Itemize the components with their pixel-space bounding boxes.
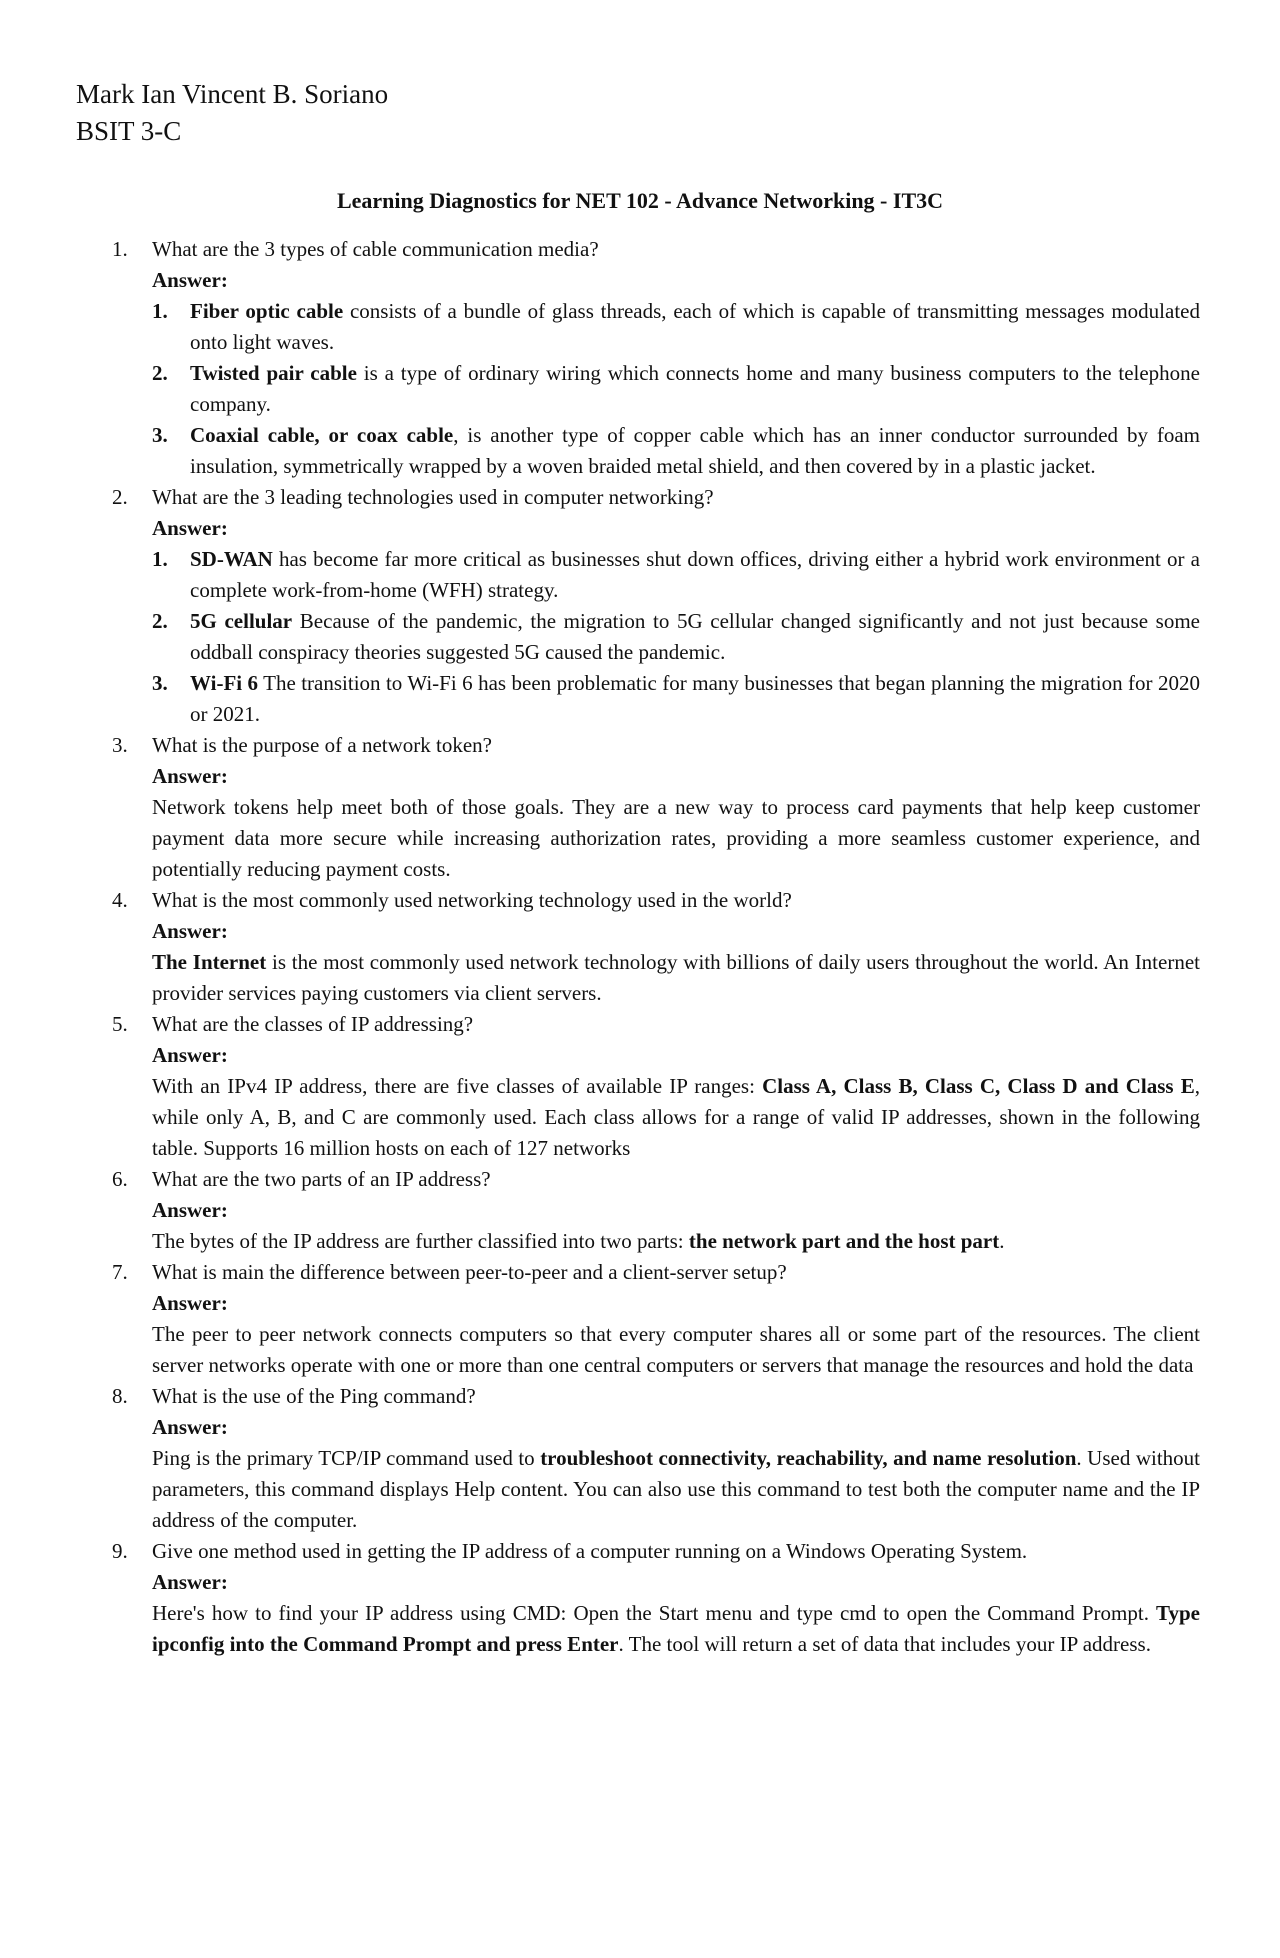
answer-text: , while only A, B, and C are commonly used. Each class allows for a range of valid IP addresses, shown in the following table. Supports 16 million hosts on each of 127 networks — [152, 1074, 1200, 1160]
answer-term: Coaxial cable, or coax cable — [190, 423, 454, 447]
answer-text: . The tool will return a set of data that includes your IP address. — [618, 1632, 1151, 1656]
question-item — [76, 482, 1204, 730]
answer-emphasis: the network part and the host part — [688, 1229, 1000, 1253]
answer-text: The transition to Wi-Fi 6 has been problematic for many businesses that began planning the migration for 2020 or 2021. — [190, 671, 1200, 726]
answer-paragraph — [152, 1226, 1200, 1257]
answer-number: 3. — [152, 423, 168, 447]
answer-label: Answer: — [152, 1415, 228, 1439]
answer-item — [152, 606, 1200, 668]
answer-text: is the most commonly used network technology with billions of daily users throughout the world. An Internet provider services paying customers via client servers. — [152, 950, 1200, 1005]
question-number: 8. — [112, 1384, 128, 1408]
answer-label: Answer: — [152, 919, 228, 943]
question-text: What are the 3 leading technologies used in computer networking? — [152, 485, 714, 509]
answer-number: 1. — [152, 547, 168, 571]
answer-text: , is another type of copper cable which has an inner conductor surrounded by foam insulation, symmetrically wrapped by a woven braided metal shield, and then covered by in a plastic jacket. — [190, 423, 1200, 478]
answer-text: . Used without parameters, this command displays Help content. You can also use this command to test both the computer name and the IP address of the computer. — [152, 1446, 1200, 1532]
question-text: What are the 3 types of cable communication media? — [152, 237, 599, 261]
answer-label: Answer: — [152, 268, 228, 292]
answer-text: . — [999, 1229, 1005, 1253]
document-title: Learning Diagnostics for NET 102 - Advance Networking - IT3C — [336, 188, 944, 213]
answer-text: With an IPv4 IP address, there are five classes of available IP ranges: — [152, 1074, 763, 1098]
question-text: Give one method used in getting the IP address of a computer running on a Windows Operating System. — [152, 1539, 1028, 1563]
question-list — [76, 234, 1204, 1660]
answer-text: Because of the pandemic, the migration to 5G cellular changed significantly and not just because some oddball conspiracy theories suggested 5G caused the pandemic. — [190, 609, 1201, 664]
question-item — [76, 234, 1204, 482]
question-text: What is main the difference between peer-to-peer and a client-server setup? — [152, 1260, 787, 1284]
question-item — [76, 1009, 1204, 1164]
question-text: What is the most commonly used networking technology used in the world? — [152, 888, 792, 912]
question-number: 4. — [112, 888, 128, 912]
answer-list — [152, 544, 1200, 730]
answer-emphasis: Type ipconfig into the Command Prompt and press Enter — [152, 1601, 1200, 1656]
answer-item — [152, 358, 1200, 420]
answer-number: 2. — [152, 361, 168, 385]
answer-term: SD-WAN — [190, 547, 273, 571]
question-number: 6. — [112, 1167, 128, 1191]
question-item — [76, 1381, 1204, 1536]
answer-label: Answer: — [152, 1570, 228, 1594]
answer-number: 2. — [152, 609, 168, 633]
answer-number: 1. — [152, 299, 168, 323]
answer-item — [152, 296, 1200, 358]
question-number: 2. — [112, 485, 128, 509]
question-item — [76, 885, 1204, 1009]
answer-text: consists of a bundle of glass threads, each of which is capable of transmitting messages modulated onto light waves. — [190, 299, 1200, 354]
question-item — [76, 1164, 1204, 1257]
answer-text: Ping is the primary TCP/IP command used to — [152, 1446, 541, 1470]
question-number: 3. — [112, 733, 128, 757]
question-number: 1. — [112, 237, 128, 261]
question-text: What are the classes of IP addressing? — [152, 1012, 474, 1036]
author-block — [76, 76, 1204, 150]
answer-text: The bytes of the IP address are further classified into two parts: — [152, 1229, 689, 1253]
answer-text: Here's how to find your IP address using CMD: Open the Start menu and type cmd to open the Command Prompt. — [152, 1601, 1157, 1625]
answer-paragraph: The peer to peer network connects computers so that every computer shares all or some part of the resources. The client server networks operate with one or more than one central computers or servers that manage the resources and hold the data — [152, 1322, 1200, 1377]
answer-emphasis: troubleshoot connectivity, reachability, and name resolution — [540, 1446, 1077, 1470]
answer-term: Fiber optic cable — [190, 299, 344, 323]
answer-number: 3. — [152, 671, 168, 695]
answer-label: Answer: — [152, 764, 228, 788]
answer-label: Answer: — [152, 516, 228, 540]
answer-term: Twisted pair cable — [190, 361, 357, 385]
answer-emphasis: The Internet — [152, 950, 267, 974]
answer-text: has become far more critical as businesses shut down offices, driving either a hybrid work environment or a complete work-from-home (WFH) strategy. — [190, 547, 1200, 602]
question-item — [76, 1536, 1204, 1660]
answer-label: Answer: — [152, 1043, 228, 1067]
answer-item — [152, 668, 1200, 730]
question-number: 9. — [112, 1539, 128, 1563]
answer-paragraph — [152, 1443, 1200, 1536]
answer-paragraph — [152, 1071, 1200, 1164]
question-text: What are the two parts of an IP address? — [152, 1167, 491, 1191]
answer-paragraph — [152, 1598, 1200, 1660]
answer-term: 5G cellular — [190, 609, 293, 633]
answer-text: is a type of ordinary wiring which connects home and many business computers to the telephone company. — [190, 361, 1200, 416]
question-text: What is the purpose of a network token? — [152, 733, 492, 757]
answer-list — [152, 296, 1200, 482]
question-text: What is the use of the Ping command? — [152, 1384, 476, 1408]
answer-term: Wi-Fi 6 — [190, 671, 259, 695]
answer-emphasis: Class A, Class B, Class C, Class D and Class E — [762, 1074, 1195, 1098]
answer-item — [152, 544, 1200, 606]
answer-item — [152, 420, 1200, 482]
answer-paragraph — [152, 947, 1200, 1009]
answer-label: Answer: — [152, 1198, 228, 1222]
answer-paragraph: Network tokens help meet both of those goals. They are a new way to process card payments that help keep customer payment data more secure while increasing authorization rates, providing a more seamless customer experience, and potentially reducing payment costs. — [152, 795, 1200, 881]
answer-label: Answer: — [152, 1291, 228, 1315]
question-item — [76, 730, 1204, 885]
question-item — [76, 1257, 1204, 1381]
question-number: 7. — [112, 1260, 128, 1284]
author-name: Mark Ian Vincent B. Soriano — [76, 79, 389, 109]
question-number: 5. — [112, 1012, 128, 1036]
author-section: BSIT 3-C — [76, 116, 182, 146]
